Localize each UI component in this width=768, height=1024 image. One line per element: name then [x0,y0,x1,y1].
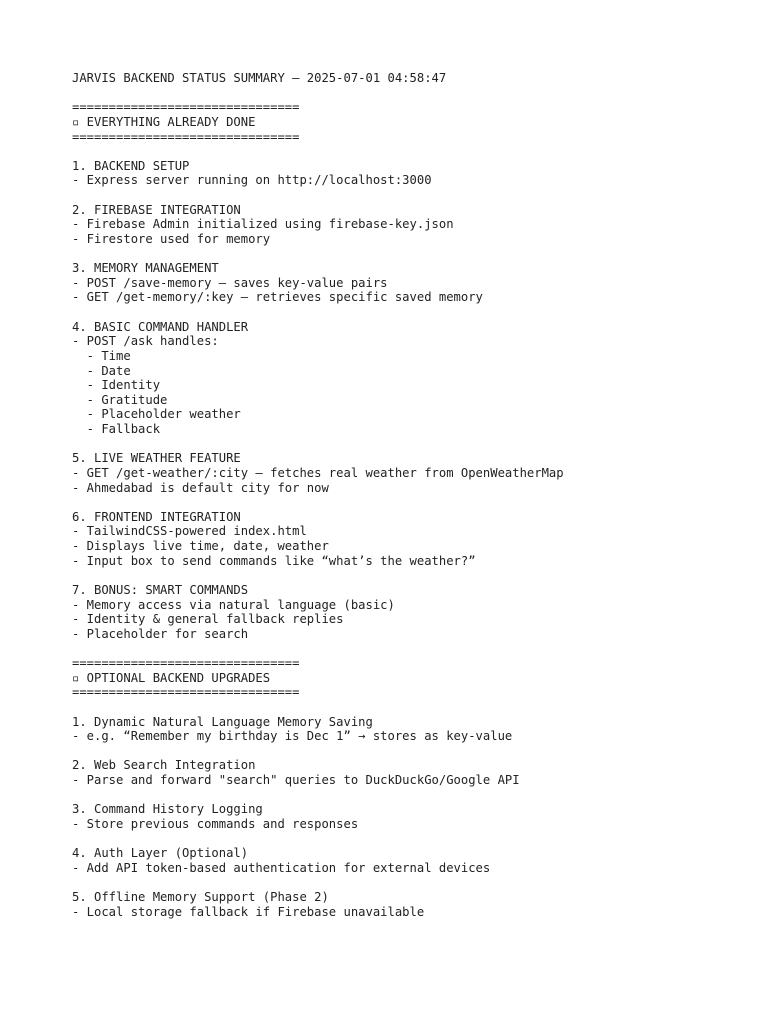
bullet-line: - POST /ask handles: [72,334,219,349]
bullet-line: - Express server running on http://localhost:3000 [72,173,432,188]
item-heading: 5. LIVE WEATHER FEATURE [72,451,241,466]
bullet-line: - Firebase Admin initialized using firebase-key.json [72,217,454,232]
item-heading: 4. Auth Layer (Optional) [72,846,249,861]
blank-line [72,788,752,803]
item-heading: 7. BONUS: SMART COMMANDS [72,582,249,597]
bullet-line: - GET /get-weather/:city — fetches real weather from OpenWeatherMap [72,465,564,480]
bullet-line: - Local storage fallback if Firebase unavailable [72,904,425,919]
blank-line [72,875,752,890]
item-heading: 1. BACKEND SETUP [72,158,190,173]
bullet-line: - Fallback [72,422,161,436]
bullet-line: - Memory access via natural language (basic) [72,597,395,612]
item-heading: 2. FIREBASE INTEGRATION [72,202,241,217]
item-heading: 1. Dynamic Natural Language Memory Saving [72,714,373,729]
divider-line: =============================== [72,656,300,670]
item-heading: 6. FRONTEND INTEGRATION [72,509,241,524]
section-heading: ▫ OPTIONAL BACKEND UPGRADES [72,670,271,685]
bullet-line: - Parse and forward "search" queries to DuckDuckGo/Google API [72,773,520,787]
bullet-line: - Store previous commands and responses [72,816,359,831]
bullet-line: - Gratitude [72,392,168,407]
bullet-line: - Identity & general fallback replies [72,612,344,627]
bullet-line: - POST /save-memory — saves key-value pairs [72,275,388,290]
bullet-line: - e.g. “Remember my birthday is Dec 1” → stores as key-value [72,729,513,744]
item-heading: 3. Command History Logging [72,802,263,817]
document-title: JARVIS BACKEND STATUS SUMMARY — 2025-07-01 04:58:47 [72,71,447,85]
blank-line [72,247,752,262]
bullet-line: - TailwindCSS-powered index.html [72,524,307,539]
blank-line [72,86,752,101]
bullet-line: - Input box to send commands like “what’s the weather?” [72,553,476,568]
blank-line [72,641,752,656]
bullet-line: - Identity [72,378,161,393]
blank-line [72,700,752,715]
bullet-line: - Placeholder for search [72,626,249,641]
bullet-line: - Time [72,348,131,363]
item-heading: 4. BASIC COMMAND HANDLER [72,319,249,334]
bullet-line: - Placeholder weather [72,407,241,422]
blank-line [72,744,752,759]
item-heading: 5. Offline Memory Support (Phase 2) [72,890,329,904]
document-body [72,71,752,919]
bullet-line: - Displays live time, date, weather [72,539,329,553]
blank-line [72,144,752,159]
divider-line: =============================== [72,100,300,115]
blank-line [72,188,752,203]
bullet-line: - Firestore used for memory [72,231,271,246]
item-heading: 2. Web Search Integration [72,758,256,773]
blank-line [72,832,752,847]
section-heading: ▫ EVERYTHING ALREADY DONE [72,114,256,129]
blank-line [72,568,752,583]
blank-line [72,305,752,320]
item-heading: 3. MEMORY MANAGEMENT [72,261,219,276]
bullet-line: - GET /get-memory/:key — retrieves specific saved memory [72,290,483,305]
blank-line [72,495,752,510]
divider-line: =============================== [72,685,300,700]
bullet-line: - Add API token-based authentication for external devices [72,860,491,875]
bullet-line: - Date [72,363,131,378]
blank-line [72,437,752,452]
bullet-line: - Ahmedabad is default city for now [72,480,329,495]
divider-line: =============================== [72,129,300,144]
